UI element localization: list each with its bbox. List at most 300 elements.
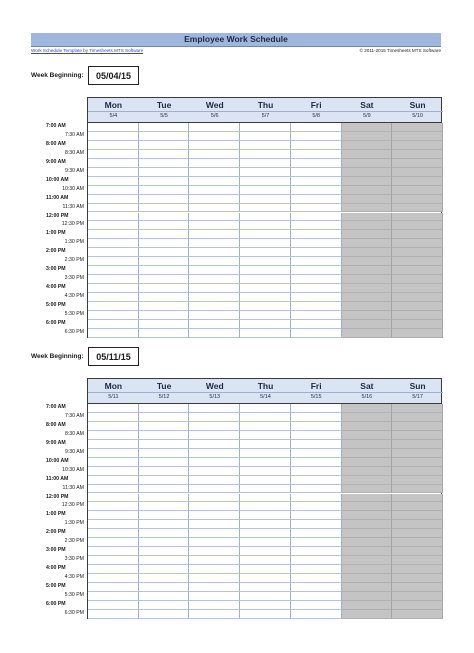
schedule-cell[interactable] — [139, 476, 190, 485]
schedule-cell[interactable] — [139, 132, 190, 141]
week-beginning-date[interactable]: 05/04/15 — [88, 66, 139, 85]
schedule-cell[interactable] — [342, 547, 393, 556]
schedule-cell[interactable] — [139, 440, 190, 449]
schedule-cell[interactable] — [139, 529, 190, 538]
schedule-cell[interactable] — [189, 141, 240, 150]
schedule-cell[interactable] — [240, 213, 291, 222]
schedule-cell[interactable] — [291, 284, 342, 293]
schedule-cell[interactable] — [139, 520, 190, 529]
day-date: 5/17 — [412, 394, 423, 400]
schedule-cell[interactable] — [392, 467, 443, 476]
schedule-cell[interactable] — [189, 592, 240, 601]
schedule-cell[interactable] — [189, 610, 240, 619]
schedule-cell[interactable] — [291, 239, 342, 248]
time-label: 11:30 AM — [62, 484, 84, 491]
schedule-cell[interactable] — [139, 547, 190, 556]
schedule-cell[interactable] — [392, 556, 443, 565]
schedule-cell[interactable] — [291, 141, 342, 150]
schedule-cell[interactable] — [240, 610, 291, 619]
schedule-cell[interactable] — [342, 511, 393, 520]
schedule-cell[interactable] — [291, 195, 342, 204]
schedule-cell[interactable] — [392, 186, 443, 195]
schedule-cell[interactable] — [189, 123, 240, 132]
schedule-cell[interactable] — [139, 159, 190, 168]
schedule-cell[interactable] — [392, 275, 443, 284]
schedule-cell[interactable] — [291, 213, 342, 222]
schedule-cell[interactable] — [139, 511, 190, 520]
schedule-cell[interactable] — [139, 293, 190, 302]
schedule-cell[interactable] — [189, 538, 240, 547]
schedule-cell[interactable] — [291, 494, 342, 503]
schedule-cell[interactable] — [88, 610, 139, 619]
schedule-cell[interactable] — [189, 422, 240, 431]
schedule-cell[interactable] — [342, 413, 393, 422]
schedule-cell[interactable] — [342, 404, 393, 413]
schedule-cell[interactable] — [240, 239, 291, 248]
schedule-cell[interactable] — [291, 520, 342, 529]
schedule-cell[interactable] — [342, 458, 393, 467]
schedule-cell[interactable] — [139, 467, 190, 476]
schedule-cell[interactable] — [392, 413, 443, 422]
schedule-cell[interactable] — [392, 610, 443, 619]
schedule-cell[interactable] — [240, 195, 291, 204]
schedule-cell[interactable] — [139, 177, 190, 186]
schedule-cell[interactable] — [392, 320, 443, 329]
schedule-cell[interactable] — [291, 266, 342, 275]
schedule-cell[interactable] — [291, 311, 342, 320]
schedule-cell[interactable] — [139, 221, 190, 230]
schedule-cell[interactable] — [240, 284, 291, 293]
time-label: 11:00 AM — [46, 475, 69, 482]
day-header-thu — [240, 379, 291, 403]
schedule-cell[interactable] — [240, 320, 291, 329]
schedule-cell[interactable] — [342, 476, 393, 485]
schedule-cell[interactable] — [189, 168, 240, 177]
schedule-cell[interactable] — [392, 302, 443, 311]
schedule-cell[interactable] — [392, 574, 443, 583]
schedule-cell[interactable] — [189, 574, 240, 583]
schedule-cell[interactable] — [392, 601, 443, 610]
schedule-cell[interactable] — [342, 538, 393, 547]
schedule-cell[interactable] — [291, 485, 342, 494]
schedule-cell[interactable] — [240, 168, 291, 177]
schedule-cell[interactable] — [189, 159, 240, 168]
schedule-cell[interactable] — [342, 221, 393, 230]
schedule-cell[interactable] — [189, 177, 240, 186]
schedule-cell[interactable] — [139, 404, 190, 413]
schedule-cell[interactable] — [392, 159, 443, 168]
day-date: 5/12 — [158, 394, 170, 400]
schedule-cell[interactable] — [291, 413, 342, 422]
schedule-cell[interactable] — [240, 574, 291, 583]
schedule-cell[interactable] — [189, 248, 240, 257]
schedule-cell[interactable] — [392, 404, 443, 413]
schedule-cell[interactable] — [291, 422, 342, 431]
schedule-cell[interactable] — [342, 494, 393, 503]
week-beginning-date[interactable]: 05/11/15 — [88, 347, 139, 366]
schedule-cell[interactable] — [189, 494, 240, 503]
schedule-cell[interactable] — [392, 284, 443, 293]
schedule-cell[interactable] — [139, 275, 190, 284]
schedule-cell[interactable] — [240, 449, 291, 458]
schedule-cell[interactable] — [342, 529, 393, 538]
schedule-cell[interactable] — [240, 538, 291, 547]
schedule-cell[interactable] — [291, 230, 342, 239]
schedule-cell[interactable] — [392, 592, 443, 601]
schedule-cell[interactable] — [291, 159, 342, 168]
schedule-cell[interactable] — [291, 556, 342, 565]
schedule-cell[interactable] — [392, 204, 443, 213]
schedule-cell[interactable] — [139, 311, 190, 320]
schedule-cell[interactable] — [240, 583, 291, 592]
schedule-cell[interactable] — [139, 239, 190, 248]
schedule-cell[interactable] — [189, 467, 240, 476]
schedule-cell[interactable] — [240, 511, 291, 520]
schedule-cell[interactable] — [189, 329, 240, 338]
schedule-cell[interactable] — [291, 186, 342, 195]
schedule-cell[interactable] — [291, 123, 342, 132]
schedule-cell[interactable] — [392, 529, 443, 538]
schedule-cell[interactable] — [392, 422, 443, 431]
schedule-cell[interactable] — [291, 150, 342, 159]
schedule-cell[interactable] — [342, 431, 393, 440]
schedule-cell[interactable] — [139, 601, 190, 610]
schedule-cell[interactable] — [291, 431, 342, 440]
schedule-cell[interactable] — [342, 123, 393, 132]
schedule-cell[interactable] — [139, 413, 190, 422]
schedule-cell[interactable] — [392, 195, 443, 204]
schedule-cell[interactable] — [291, 565, 342, 574]
schedule-cell[interactable] — [189, 293, 240, 302]
schedule-cell[interactable] — [392, 520, 443, 529]
schedule-cell[interactable] — [291, 248, 342, 257]
schedule-cell[interactable] — [392, 502, 443, 511]
schedule-cell[interactable] — [189, 476, 240, 485]
schedule-cell[interactable] — [139, 485, 190, 494]
schedule-cell[interactable] — [139, 266, 190, 275]
schedule-cell[interactable] — [240, 186, 291, 195]
schedule-cell[interactable] — [189, 284, 240, 293]
schedule-cell[interactable] — [342, 556, 393, 565]
schedule-cell[interactable] — [189, 221, 240, 230]
schedule-cell[interactable] — [342, 177, 393, 186]
schedule-cell[interactable] — [240, 159, 291, 168]
schedule-cell[interactable] — [342, 311, 393, 320]
schedule-cell[interactable] — [392, 311, 443, 320]
schedule-cell[interactable] — [240, 311, 291, 320]
schedule-cell[interactable] — [342, 502, 393, 511]
schedule-cell[interactable] — [139, 565, 190, 574]
schedule-cell[interactable] — [139, 431, 190, 440]
schedule-cell[interactable] — [139, 329, 190, 338]
schedule-cell[interactable] — [291, 440, 342, 449]
schedule-cell[interactable] — [240, 467, 291, 476]
schedule-cell[interactable] — [342, 574, 393, 583]
schedule-cell[interactable] — [139, 195, 190, 204]
schedule-cell[interactable] — [392, 230, 443, 239]
schedule-cell[interactable] — [139, 502, 190, 511]
schedule-cell[interactable] — [139, 168, 190, 177]
schedule-cell[interactable] — [139, 538, 190, 547]
schedule-cell[interactable] — [342, 141, 393, 150]
schedule-cell[interactable] — [189, 511, 240, 520]
schedule-cell[interactable] — [88, 329, 139, 338]
schedule-cell[interactable] — [189, 204, 240, 213]
schedule-cell[interactable] — [139, 320, 190, 329]
schedule-cell[interactable] — [342, 239, 393, 248]
schedule-cell[interactable] — [240, 123, 291, 132]
schedule-cell[interactable] — [342, 257, 393, 266]
schedule-cell[interactable] — [240, 494, 291, 503]
schedule-cell[interactable] — [139, 494, 190, 503]
schedule-cell[interactable] — [139, 230, 190, 239]
schedule-cell[interactable] — [291, 449, 342, 458]
schedule-cell[interactable] — [240, 302, 291, 311]
schedule-cell[interactable] — [139, 213, 190, 222]
schedule-cell[interactable] — [291, 538, 342, 547]
schedule-cell[interactable] — [189, 440, 240, 449]
schedule-cell[interactable] — [392, 266, 443, 275]
schedule-cell[interactable] — [291, 257, 342, 266]
schedule-cell[interactable] — [291, 592, 342, 601]
schedule-cell[interactable] — [139, 302, 190, 311]
schedule-cell[interactable] — [392, 239, 443, 248]
schedule-cell[interactable] — [240, 520, 291, 529]
schedule-cell[interactable] — [240, 485, 291, 494]
schedule-cell[interactable] — [189, 239, 240, 248]
schedule-cell[interactable] — [189, 320, 240, 329]
schedule-cell[interactable] — [139, 284, 190, 293]
schedule-cell[interactable] — [189, 257, 240, 266]
schedule-cell[interactable] — [189, 529, 240, 538]
schedule-cell[interactable] — [291, 302, 342, 311]
schedule-cell[interactable] — [189, 213, 240, 222]
schedule-cell[interactable] — [240, 177, 291, 186]
schedule-cell[interactable] — [139, 204, 190, 213]
schedule-cell[interactable] — [291, 476, 342, 485]
schedule-cell[interactable] — [342, 485, 393, 494]
schedule-cell[interactable] — [342, 565, 393, 574]
schedule-cell[interactable] — [291, 204, 342, 213]
schedule-cell[interactable] — [291, 529, 342, 538]
schedule-cell[interactable] — [240, 293, 291, 302]
schedule-cell[interactable] — [291, 404, 342, 413]
schedule-cell[interactable] — [291, 329, 342, 338]
schedule-cell[interactable] — [240, 601, 291, 610]
schedule-cell[interactable] — [291, 583, 342, 592]
schedule-cell[interactable] — [240, 440, 291, 449]
schedule-cell[interactable] — [240, 431, 291, 440]
schedule-cell[interactable] — [392, 221, 443, 230]
schedule-cell[interactable] — [189, 150, 240, 159]
schedule-cell[interactable] — [392, 565, 443, 574]
schedule-cell[interactable] — [342, 467, 393, 476]
schedule-cell[interactable] — [291, 275, 342, 284]
schedule-cell[interactable] — [392, 431, 443, 440]
schedule-cell[interactable] — [240, 556, 291, 565]
schedule-cell[interactable] — [392, 132, 443, 141]
schedule-cell[interactable] — [291, 601, 342, 610]
schedule-cell[interactable] — [240, 404, 291, 413]
schedule-cell[interactable] — [240, 329, 291, 338]
schedule-cell[interactable] — [240, 132, 291, 141]
schedule-cell[interactable] — [342, 248, 393, 257]
schedule-cell[interactable] — [342, 266, 393, 275]
schedule-cell[interactable] — [139, 150, 190, 159]
schedule-cell[interactable] — [240, 547, 291, 556]
schedule-cell[interactable] — [139, 141, 190, 150]
schedule-cell[interactable] — [392, 547, 443, 556]
schedule-cell[interactable] — [392, 476, 443, 485]
schedule-cell[interactable] — [342, 583, 393, 592]
schedule-cell[interactable] — [392, 141, 443, 150]
schedule-cell[interactable] — [291, 610, 342, 619]
schedule-cell[interactable] — [392, 257, 443, 266]
schedule-cell[interactable] — [240, 221, 291, 230]
schedule-cell[interactable] — [189, 547, 240, 556]
schedule-cell[interactable] — [392, 150, 443, 159]
schedule-cell[interactable] — [342, 168, 393, 177]
schedule-cell[interactable] — [189, 520, 240, 529]
week-beginning-label: Week Beginning: — [31, 353, 84, 360]
schedule-cell[interactable] — [342, 520, 393, 529]
schedule-cell[interactable] — [189, 458, 240, 467]
schedule-cell[interactable] — [240, 204, 291, 213]
schedule-cell[interactable] — [291, 458, 342, 467]
schedule-cell[interactable] — [392, 485, 443, 494]
schedule-cell[interactable] — [342, 320, 393, 329]
day-date: 5/6 — [210, 113, 219, 119]
schedule-cell[interactable] — [291, 547, 342, 556]
schedule-cell[interactable] — [392, 177, 443, 186]
schedule-cell[interactable] — [139, 574, 190, 583]
schedule-cell[interactable] — [189, 556, 240, 565]
schedule-cell[interactable] — [139, 248, 190, 257]
schedule-cell[interactable] — [392, 123, 443, 132]
schedule-cell[interactable] — [240, 230, 291, 239]
schedule-cell[interactable] — [342, 302, 393, 311]
schedule-cell[interactable] — [392, 511, 443, 520]
schedule-cell[interactable] — [342, 440, 393, 449]
template-link[interactable]: Work Schedule Template by Timesheets MTS Software — [31, 48, 144, 53]
schedule-cell[interactable] — [342, 422, 393, 431]
schedule-cell[interactable] — [240, 565, 291, 574]
schedule-cell[interactable] — [189, 502, 240, 511]
schedule-cell[interactable] — [240, 422, 291, 431]
schedule-cell[interactable] — [189, 413, 240, 422]
schedule-cell[interactable] — [240, 257, 291, 266]
schedule-cell[interactable] — [139, 458, 190, 467]
schedule-cell[interactable] — [240, 266, 291, 275]
schedule-cell[interactable] — [291, 320, 342, 329]
schedule-cell[interactable] — [240, 150, 291, 159]
schedule-cell[interactable] — [342, 329, 393, 338]
schedule-cell[interactable] — [189, 195, 240, 204]
schedule-cell[interactable] — [189, 485, 240, 494]
schedule-cell[interactable] — [139, 583, 190, 592]
schedule-cell[interactable] — [189, 132, 240, 141]
schedule-cell[interactable] — [240, 592, 291, 601]
schedule-cell[interactable] — [342, 186, 393, 195]
schedule-cell[interactable] — [189, 275, 240, 284]
schedule-cell[interactable] — [291, 132, 342, 141]
schedule-cell[interactable] — [392, 449, 443, 458]
schedule-cell[interactable] — [240, 413, 291, 422]
schedule-cell[interactable] — [189, 302, 240, 311]
schedule-cell[interactable] — [291, 177, 342, 186]
schedule-cell[interactable] — [189, 266, 240, 275]
schedule-cell[interactable] — [342, 449, 393, 458]
schedule-cell[interactable] — [189, 583, 240, 592]
schedule-cell[interactable] — [189, 311, 240, 320]
schedule-cell[interactable] — [139, 186, 190, 195]
schedule-cell[interactable] — [392, 213, 443, 222]
schedule-cell[interactable] — [139, 257, 190, 266]
schedule-cell[interactable] — [139, 123, 190, 132]
schedule-cell[interactable] — [392, 168, 443, 177]
schedule-cell[interactable] — [392, 293, 443, 302]
schedule-cell[interactable] — [240, 141, 291, 150]
schedule-cell[interactable] — [291, 467, 342, 476]
schedule-cell[interactable] — [342, 601, 393, 610]
schedule-cell[interactable] — [189, 601, 240, 610]
schedule-cell[interactable] — [342, 610, 393, 619]
schedule-cell[interactable] — [291, 168, 342, 177]
schedule-cell[interactable] — [342, 159, 393, 168]
schedule-cell[interactable] — [189, 565, 240, 574]
schedule-cell[interactable] — [139, 592, 190, 601]
schedule-cell[interactable] — [240, 275, 291, 284]
schedule-cell[interactable] — [240, 458, 291, 467]
schedule-cell[interactable] — [291, 221, 342, 230]
schedule-cell[interactable] — [291, 574, 342, 583]
schedule-cell[interactable] — [342, 284, 393, 293]
schedule-cell[interactable] — [342, 204, 393, 213]
schedule-cell[interactable] — [392, 494, 443, 503]
schedule-cell[interactable] — [392, 329, 443, 338]
schedule-cell[interactable] — [342, 275, 393, 284]
schedule-cell[interactable] — [392, 583, 443, 592]
schedule-cell[interactable] — [342, 195, 393, 204]
schedule-cell[interactable] — [342, 230, 393, 239]
schedule-cell[interactable] — [139, 610, 190, 619]
schedule-cell[interactable] — [139, 556, 190, 565]
schedule-cell[interactable] — [291, 511, 342, 520]
schedule-cell[interactable] — [342, 213, 393, 222]
schedule-cell[interactable] — [342, 150, 393, 159]
schedule-cell[interactable] — [291, 293, 342, 302]
schedule-cell[interactable] — [189, 431, 240, 440]
schedule-cell[interactable] — [392, 538, 443, 547]
schedule-cell[interactable] — [139, 422, 190, 431]
schedule-cell[interactable] — [342, 592, 393, 601]
schedule-cell[interactable] — [189, 404, 240, 413]
schedule-cell[interactable] — [342, 293, 393, 302]
schedule-cell[interactable] — [392, 458, 443, 467]
schedule-cell[interactable] — [139, 449, 190, 458]
schedule-cell[interactable] — [189, 230, 240, 239]
schedule-cell[interactable] — [392, 248, 443, 257]
schedule-cell[interactable] — [189, 449, 240, 458]
schedule-cell[interactable] — [189, 186, 240, 195]
schedule-cell[interactable] — [291, 502, 342, 511]
schedule-cell[interactable] — [240, 476, 291, 485]
schedule-cell[interactable] — [240, 248, 291, 257]
schedule-cell[interactable] — [240, 502, 291, 511]
schedule-cell[interactable] — [392, 440, 443, 449]
schedule-cell[interactable] — [342, 132, 393, 141]
schedule-cell[interactable] — [240, 529, 291, 538]
